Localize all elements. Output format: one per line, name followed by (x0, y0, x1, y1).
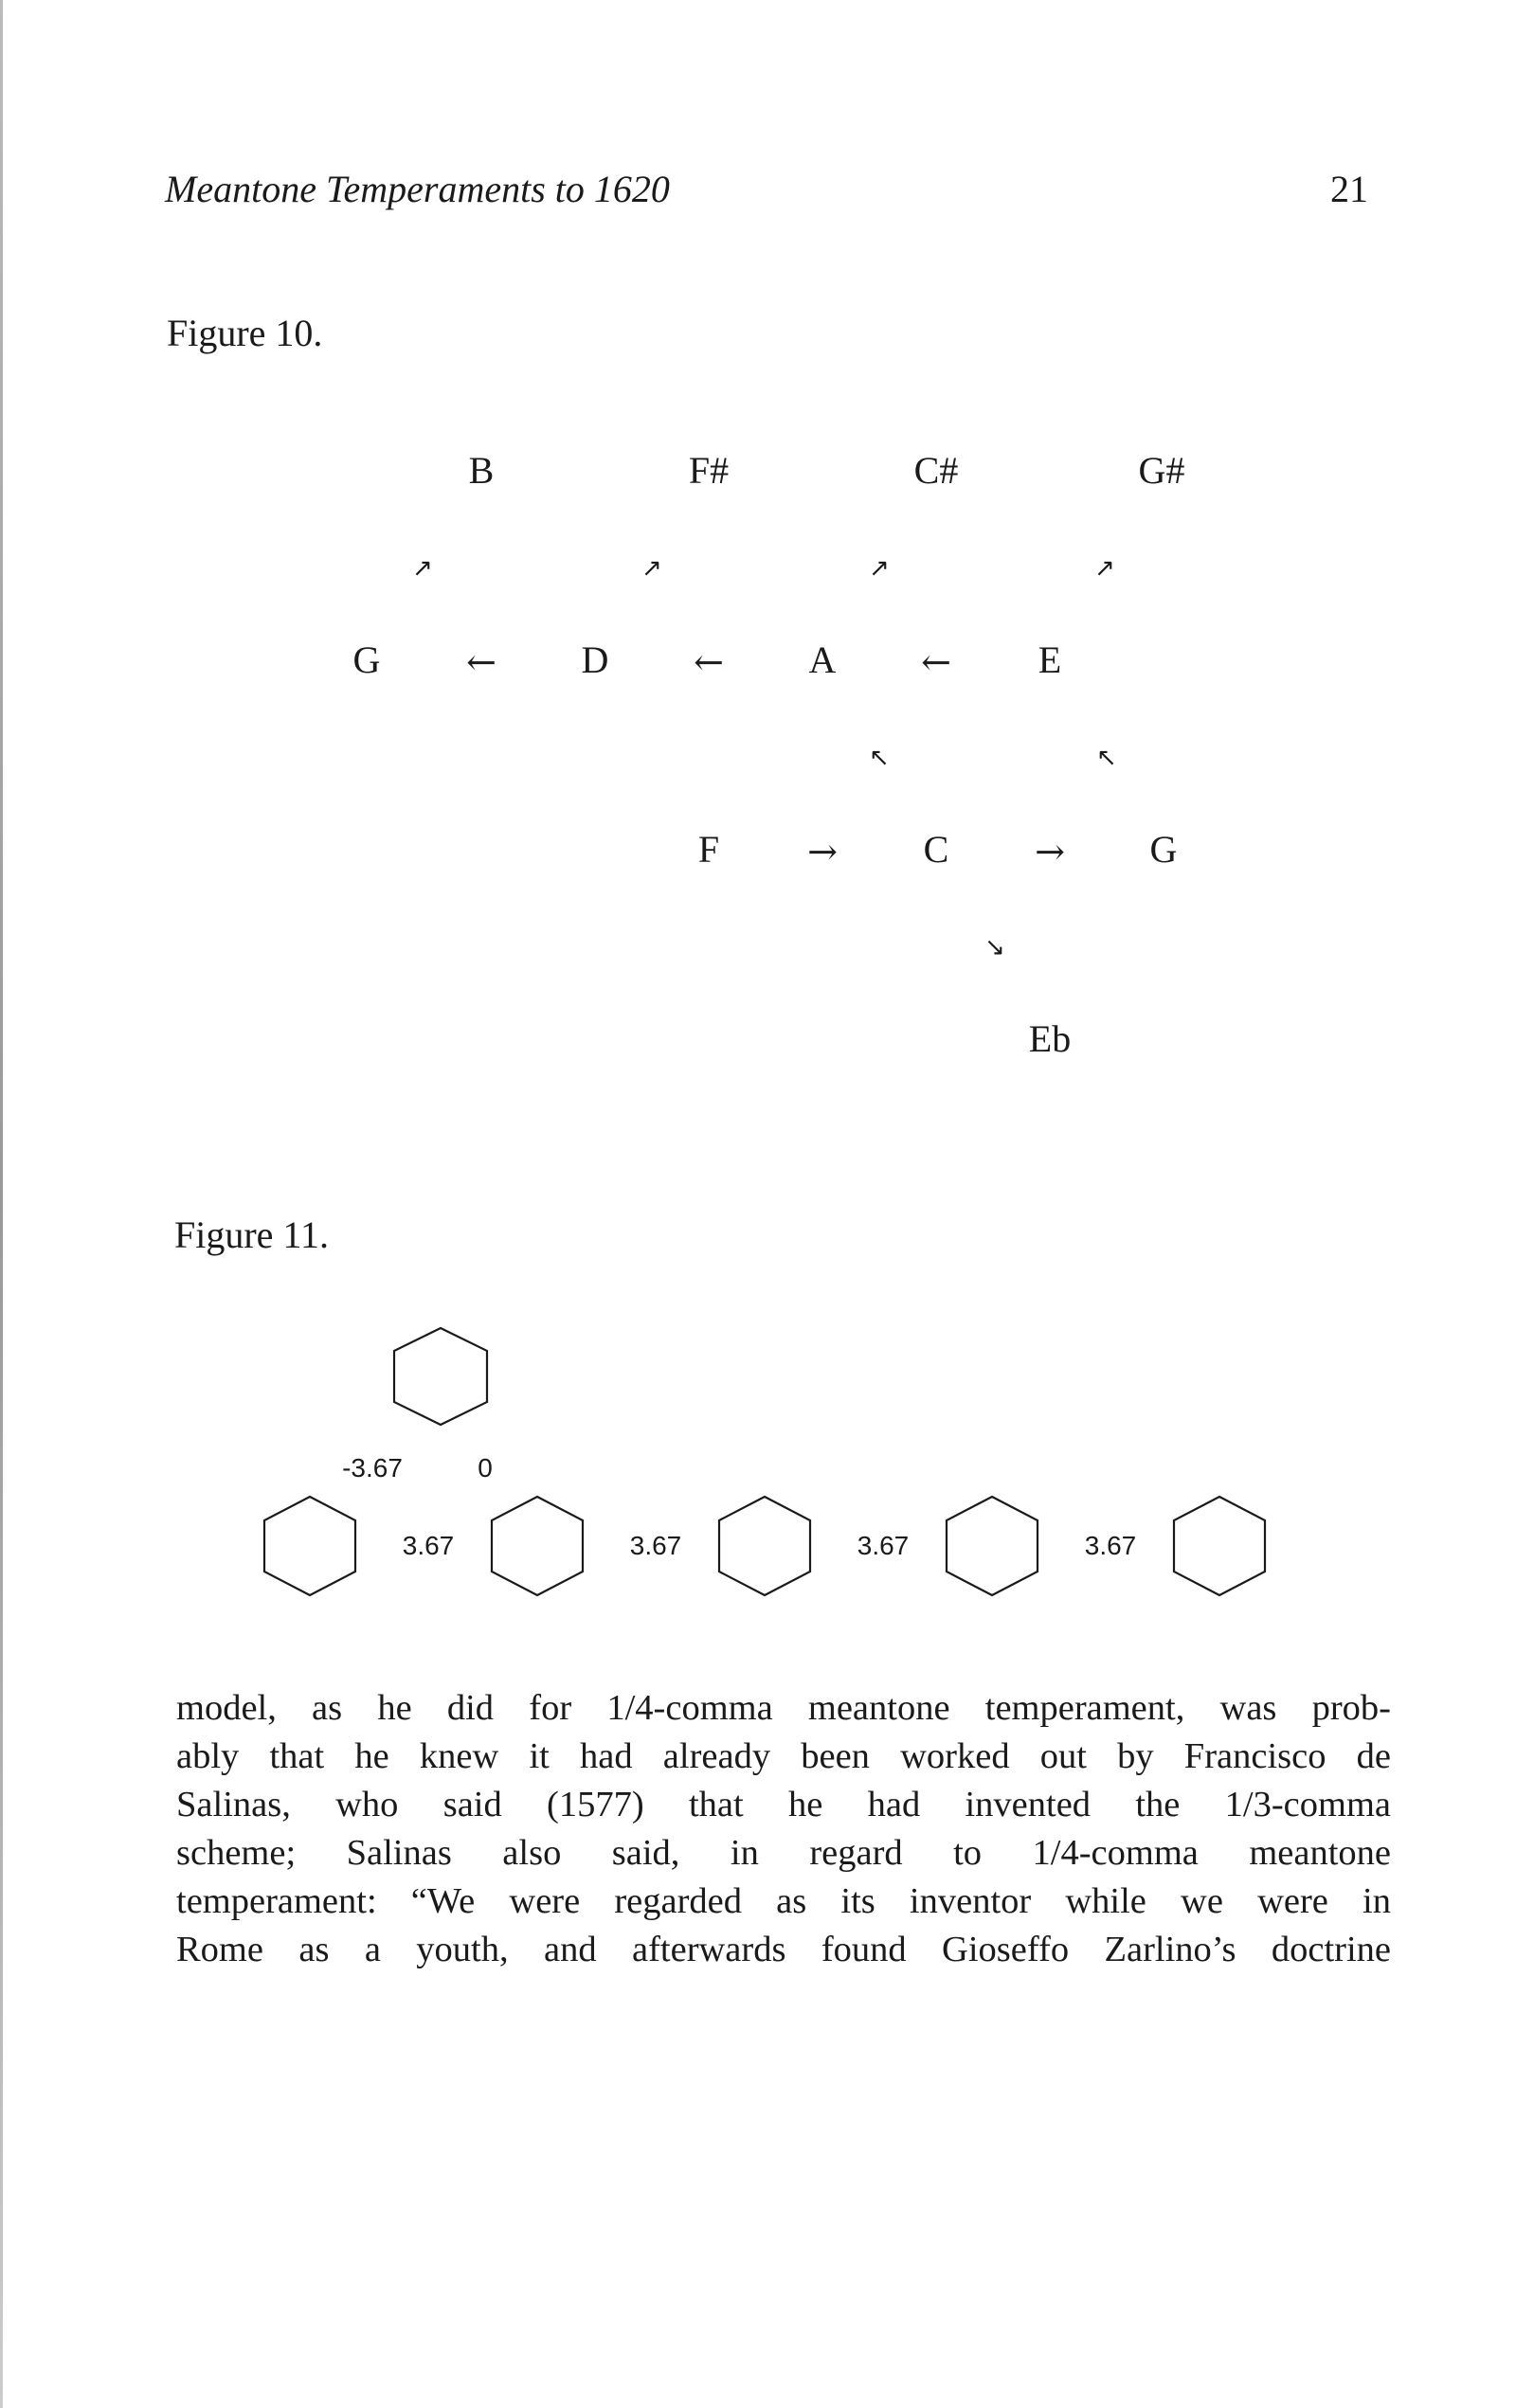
body-line: scheme; Salinas also said, in regard to 1/4-comma meantone (176, 1833, 1391, 1873)
note-g-sharp: G# (1138, 449, 1185, 492)
arrow-nw-icon: ↖ (869, 744, 890, 772)
hexagon-icon (1174, 1497, 1265, 1595)
note-b: B (468, 449, 495, 492)
arrow-ne-icon: ↗ (1094, 554, 1115, 583)
note-f: F (697, 828, 720, 871)
body-line: Salinas, who said (1577) that he had invented the 1/3-comma (176, 1785, 1391, 1824)
body-paragraph (176, 1684, 1391, 1974)
arrow-right-icon: → (807, 831, 838, 872)
body-line: temperament: “We were regarded as its inventor while we were in (176, 1881, 1391, 1921)
label-zero: 0 (478, 1453, 493, 1483)
running-title: Meantone Temperaments to 1620 (165, 168, 670, 210)
note-g: G (352, 638, 381, 681)
arrow-left-icon: ← (466, 641, 496, 683)
arrow-left-icon: ← (921, 641, 951, 683)
hexagon-icon (264, 1497, 355, 1595)
hexagon-icon (947, 1497, 1038, 1595)
note-d: D (581, 638, 609, 681)
figure-11-caption: Figure 11. (174, 1213, 329, 1256)
label-negative: -3.67 (342, 1453, 403, 1483)
note-f-sharp: F# (688, 449, 730, 492)
label-interval: 3.67 (857, 1531, 910, 1560)
arrow-left-icon: ← (694, 641, 724, 683)
arrow-ne-icon: ↗ (412, 554, 433, 583)
label-interval: 3.67 (402, 1531, 455, 1560)
body-line: ably that he knew it had already been worked out by Francisco de (176, 1736, 1391, 1776)
hexagon-icon (492, 1497, 583, 1595)
note-c: C (923, 828, 949, 871)
figure-10-caption: Figure 10. (167, 312, 323, 354)
arrow-ne-icon: ↗ (641, 554, 662, 583)
label-interval: 3.67 (629, 1531, 682, 1560)
note-e: E (1038, 638, 1062, 681)
body-line: Rome as a youth, and afterwards found Gioseffo Zarlino’s doctrine (176, 1930, 1391, 1969)
hexagon-icon (394, 1328, 487, 1425)
note-c-sharp: C# (913, 449, 959, 492)
body-line: model, as he did for 1/4-comma meantone temperament, was prob- (176, 1688, 1391, 1728)
arrow-ne-icon: ↗ (869, 554, 890, 583)
note-g-low: G (1149, 828, 1178, 871)
arrow-nw-icon: ↖ (1096, 744, 1117, 772)
label-interval: 3.67 (1084, 1531, 1137, 1560)
arrow-se-icon: ↘ (984, 933, 1005, 961)
note-e-flat: Eb (1028, 1017, 1072, 1060)
hexagon-icon (719, 1497, 810, 1595)
arrow-right-icon: → (1035, 831, 1065, 872)
note-a: A (808, 638, 837, 681)
page-number: 21 (1330, 168, 1368, 210)
